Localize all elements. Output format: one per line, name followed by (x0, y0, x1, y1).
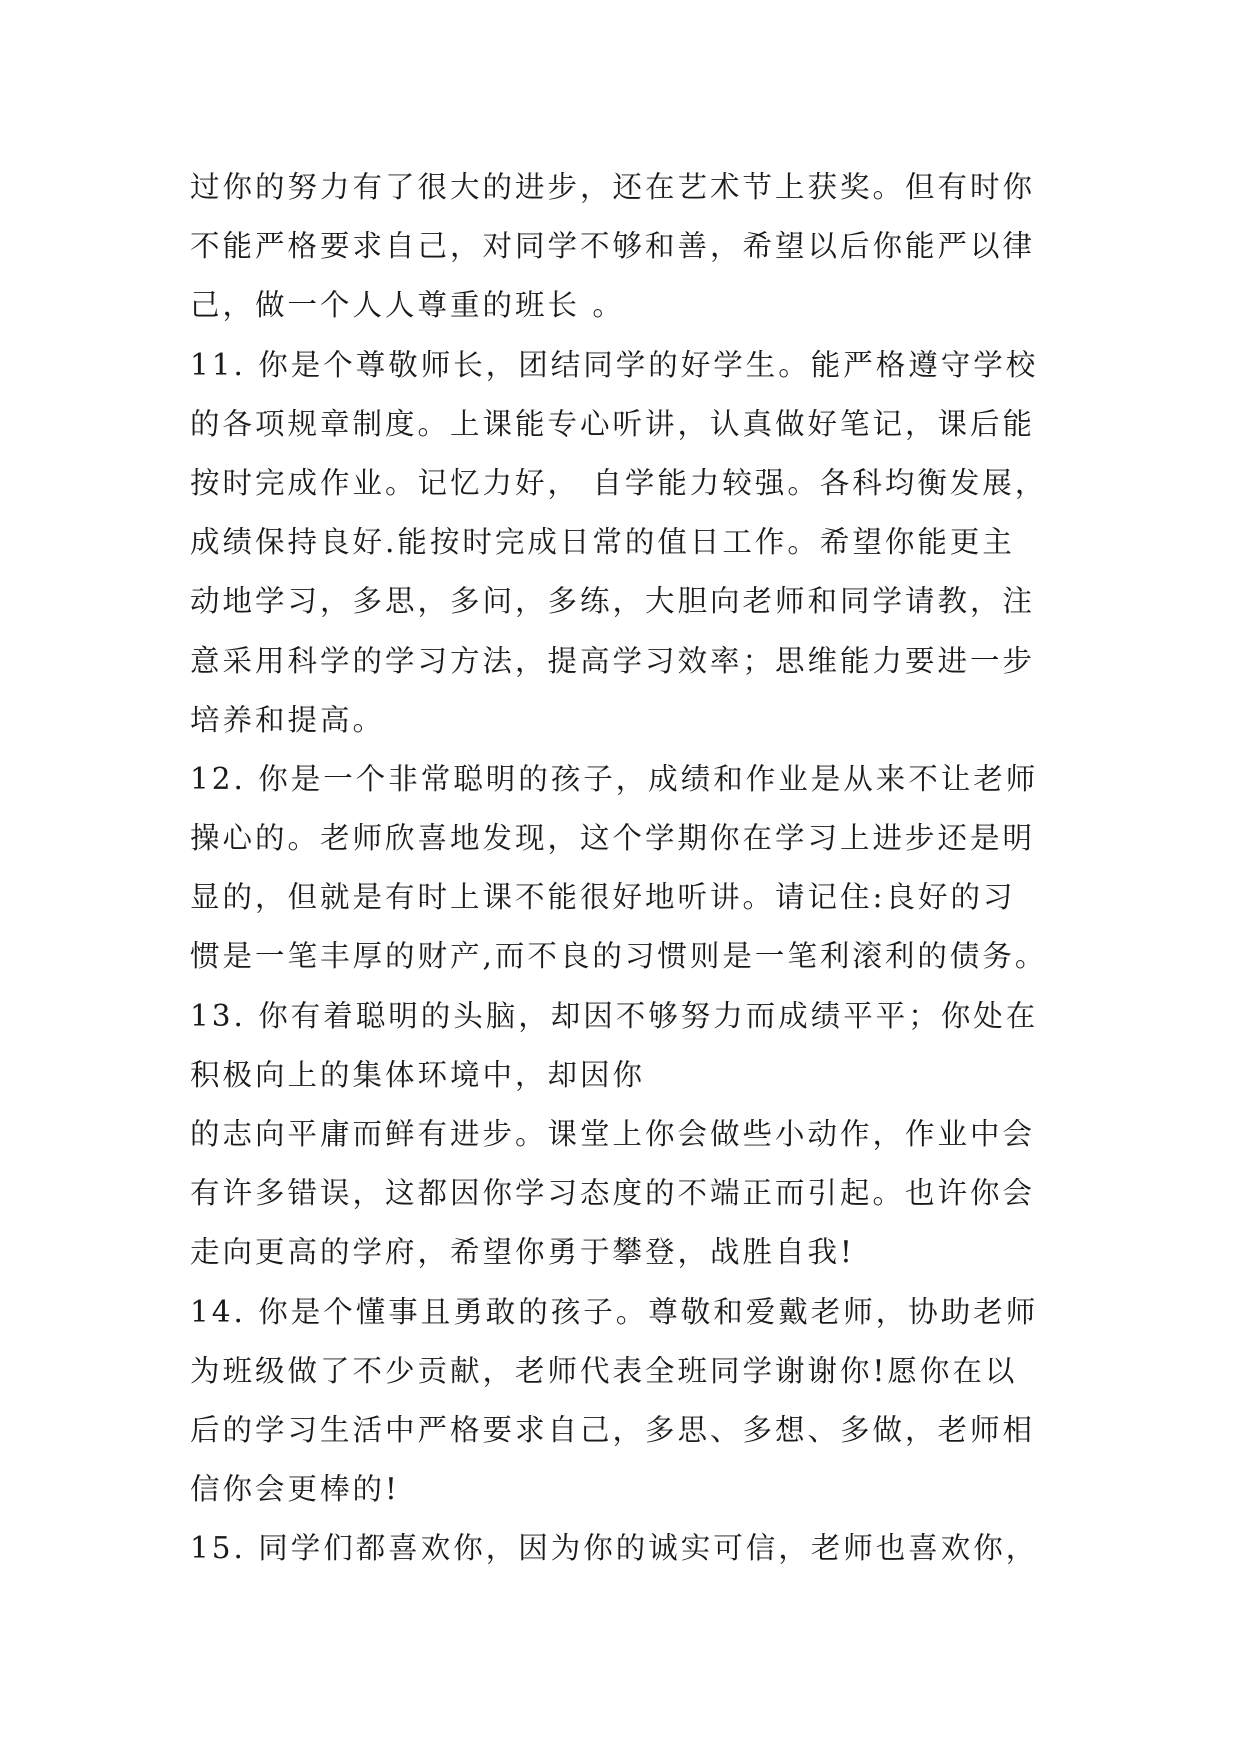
text-line: 积极向上的集体环境中，却因你 (190, 1057, 646, 1092)
text-line: 走向更高的学府，希望你勇于攀登，战胜自我! (190, 1235, 855, 1270)
text-line: 按时完成作业。记忆力好， 自学能力较强。各科均衡发展， (190, 465, 1048, 500)
text-line: 11. 你是个尊敬师长，团结同学的好学生。能严格遵守学校 (190, 347, 1039, 382)
document-body (190, 158, 1070, 1579)
text-line: 成绩保持良好.能按时完成日常的值日工作。希望你能更主 (190, 525, 1015, 560)
text-line: 意采用科学的学习方法，提高学习效率；思维能力要进一步 (190, 643, 1036, 678)
text-line: 过你的努力有了很大的进步，还在艺术节上获奖。但有时你 (190, 170, 1036, 204)
text-line: 15. 同学们都喜欢你，因为你的诚实可信，老师也喜欢你， (190, 1531, 1039, 1566)
text-line: 不能严格要求自己，对同学不够和善，希望以后你能严以律 (190, 229, 1036, 264)
text-line: 有许多错误，这都因你学习态度的不端正而引起。也许你会 (190, 1176, 1036, 1211)
text-line: 培养和提高。 (190, 702, 386, 737)
text-line: 己，做一个人人尊重的班长 。 (190, 288, 625, 323)
text-line: 为班级做了不少贡献，老师代表全班同学谢谢你!愿你在以 (190, 1353, 1018, 1388)
text-line: 信你会更棒的! (190, 1472, 400, 1507)
text-line: 的各项规章制度。上课能专心听讲，认真做好笔记，课后能 (190, 406, 1036, 441)
text-line: 14. 你是个懂事且勇敢的孩子。尊敬和爱戴老师，协助老师 (190, 1294, 1039, 1329)
text-line: 动地学习，多思，多问，多练，大胆向老师和同学请教，注 (190, 584, 1036, 619)
text-line: 惯是一笔丰厚的财产,而不良的习惯则是一笔利滚利的债务。 (190, 939, 1048, 974)
text-line: 显的，但就是有时上课不能很好地听讲。请记住:良好的习 (190, 880, 1016, 915)
text-line: 12. 你是一个非常聪明的孩子，成绩和作业是从来不让老师 (190, 761, 1039, 796)
text-line: 操心的。老师欣喜地发现，这个学期你在学习上进步还是明 (190, 821, 1036, 856)
text-line: 13. 你有着聪明的头脑，却因不够努力而成绩平平；你处在 (190, 998, 1039, 1033)
text-line: 的志向平庸而鲜有进步。课堂上你会做些小动作，作业中会 (190, 1117, 1036, 1151)
text-line: 后的学习生活中严格要求自己，多思、多想、多做，老师相 (190, 1412, 1036, 1447)
